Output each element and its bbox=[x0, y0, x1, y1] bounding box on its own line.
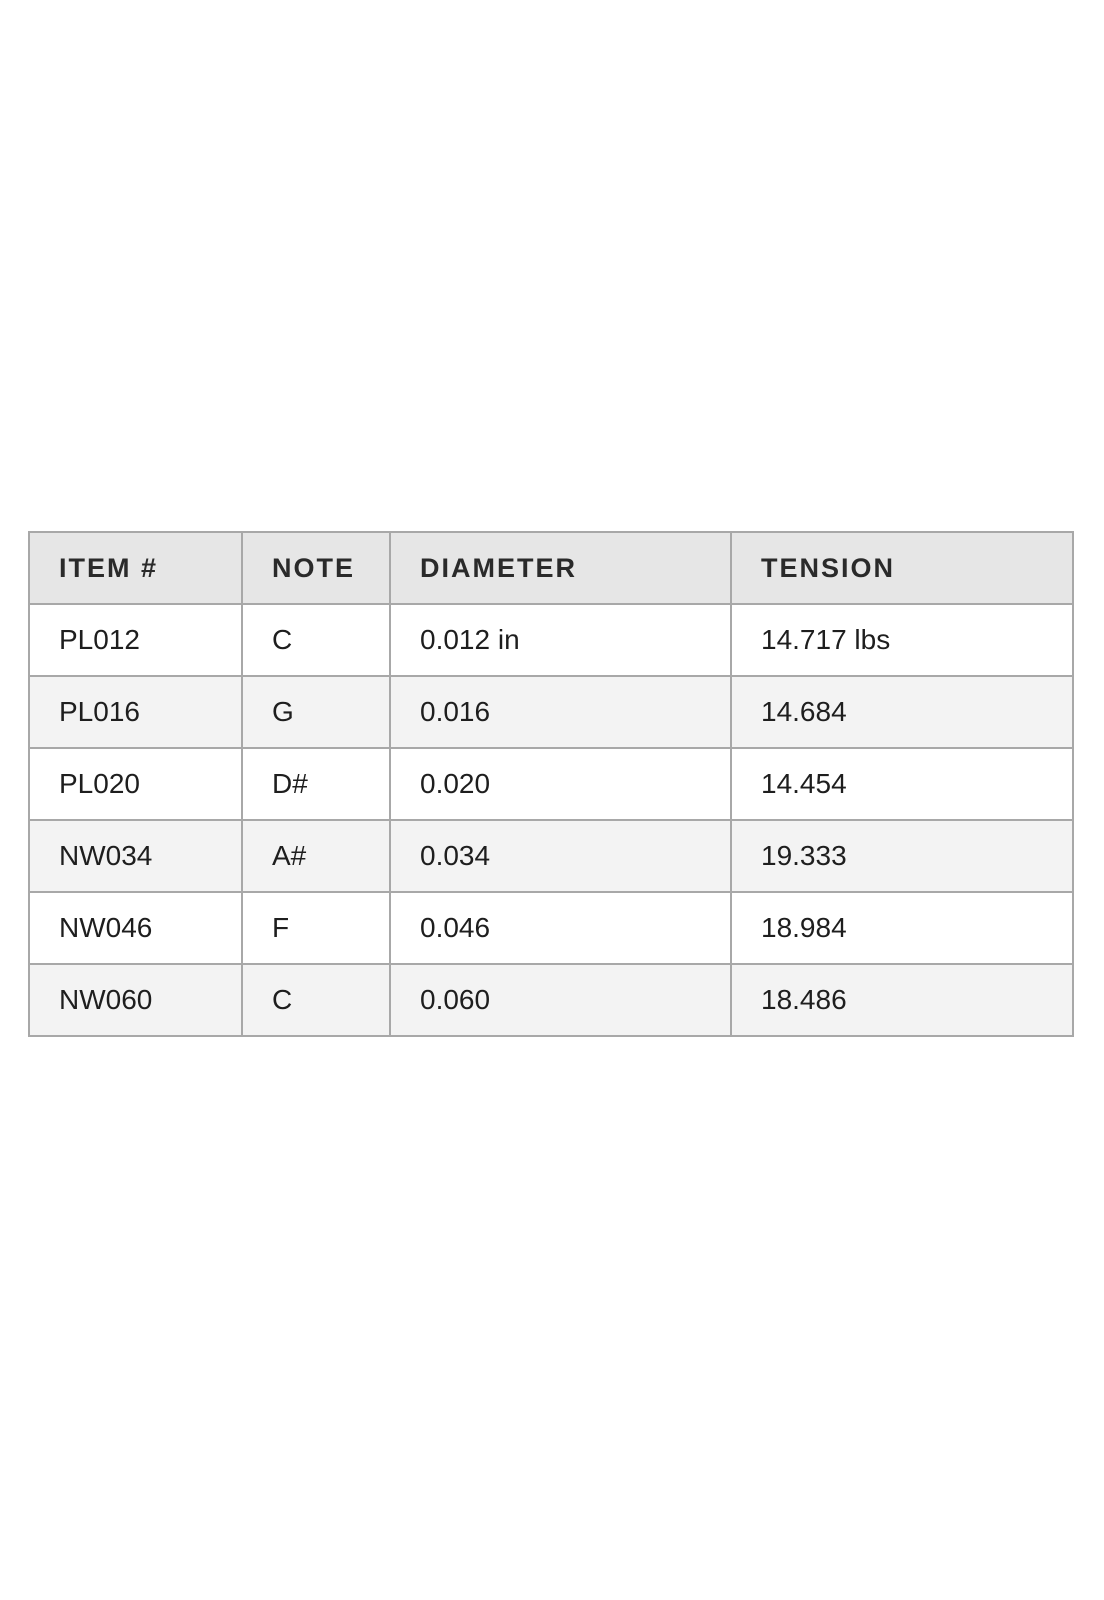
string-spec-table bbox=[28, 531, 1074, 1037]
cell-tension: 14.454 bbox=[731, 748, 1073, 820]
cell-diameter: 0.046 bbox=[390, 892, 731, 964]
cell-tension: 14.717 lbs bbox=[731, 604, 1073, 676]
cell-item: PL016 bbox=[29, 676, 242, 748]
cell-tension: 19.333 bbox=[731, 820, 1073, 892]
table-row bbox=[29, 892, 1073, 964]
cell-diameter: 0.012 in bbox=[390, 604, 731, 676]
table-row bbox=[29, 604, 1073, 676]
cell-diameter: 0.016 bbox=[390, 676, 731, 748]
cell-item: NW060 bbox=[29, 964, 242, 1036]
cell-diameter: 0.060 bbox=[390, 964, 731, 1036]
column-header-item: ITEM # bbox=[29, 532, 242, 604]
cell-tension: 18.984 bbox=[731, 892, 1073, 964]
cell-note: G bbox=[242, 676, 390, 748]
cell-note: D# bbox=[242, 748, 390, 820]
table-row bbox=[29, 964, 1073, 1036]
table-row bbox=[29, 676, 1073, 748]
cell-item: PL012 bbox=[29, 604, 242, 676]
cell-diameter: 0.034 bbox=[390, 820, 731, 892]
column-header-note: NOTE bbox=[242, 532, 390, 604]
table-header-row bbox=[29, 532, 1073, 604]
table-row bbox=[29, 820, 1073, 892]
cell-diameter: 0.020 bbox=[390, 748, 731, 820]
table-row bbox=[29, 748, 1073, 820]
cell-tension: 14.684 bbox=[731, 676, 1073, 748]
cell-note: A# bbox=[242, 820, 390, 892]
cell-item: NW046 bbox=[29, 892, 242, 964]
cell-note: C bbox=[242, 604, 390, 676]
column-header-diameter: DIAMETER bbox=[390, 532, 731, 604]
cell-note: F bbox=[242, 892, 390, 964]
cell-tension: 18.486 bbox=[731, 964, 1073, 1036]
cell-note: C bbox=[242, 964, 390, 1036]
string-spec-table-container bbox=[28, 531, 1072, 1037]
column-header-tension: TENSION bbox=[731, 532, 1073, 604]
cell-item: PL020 bbox=[29, 748, 242, 820]
cell-item: NW034 bbox=[29, 820, 242, 892]
